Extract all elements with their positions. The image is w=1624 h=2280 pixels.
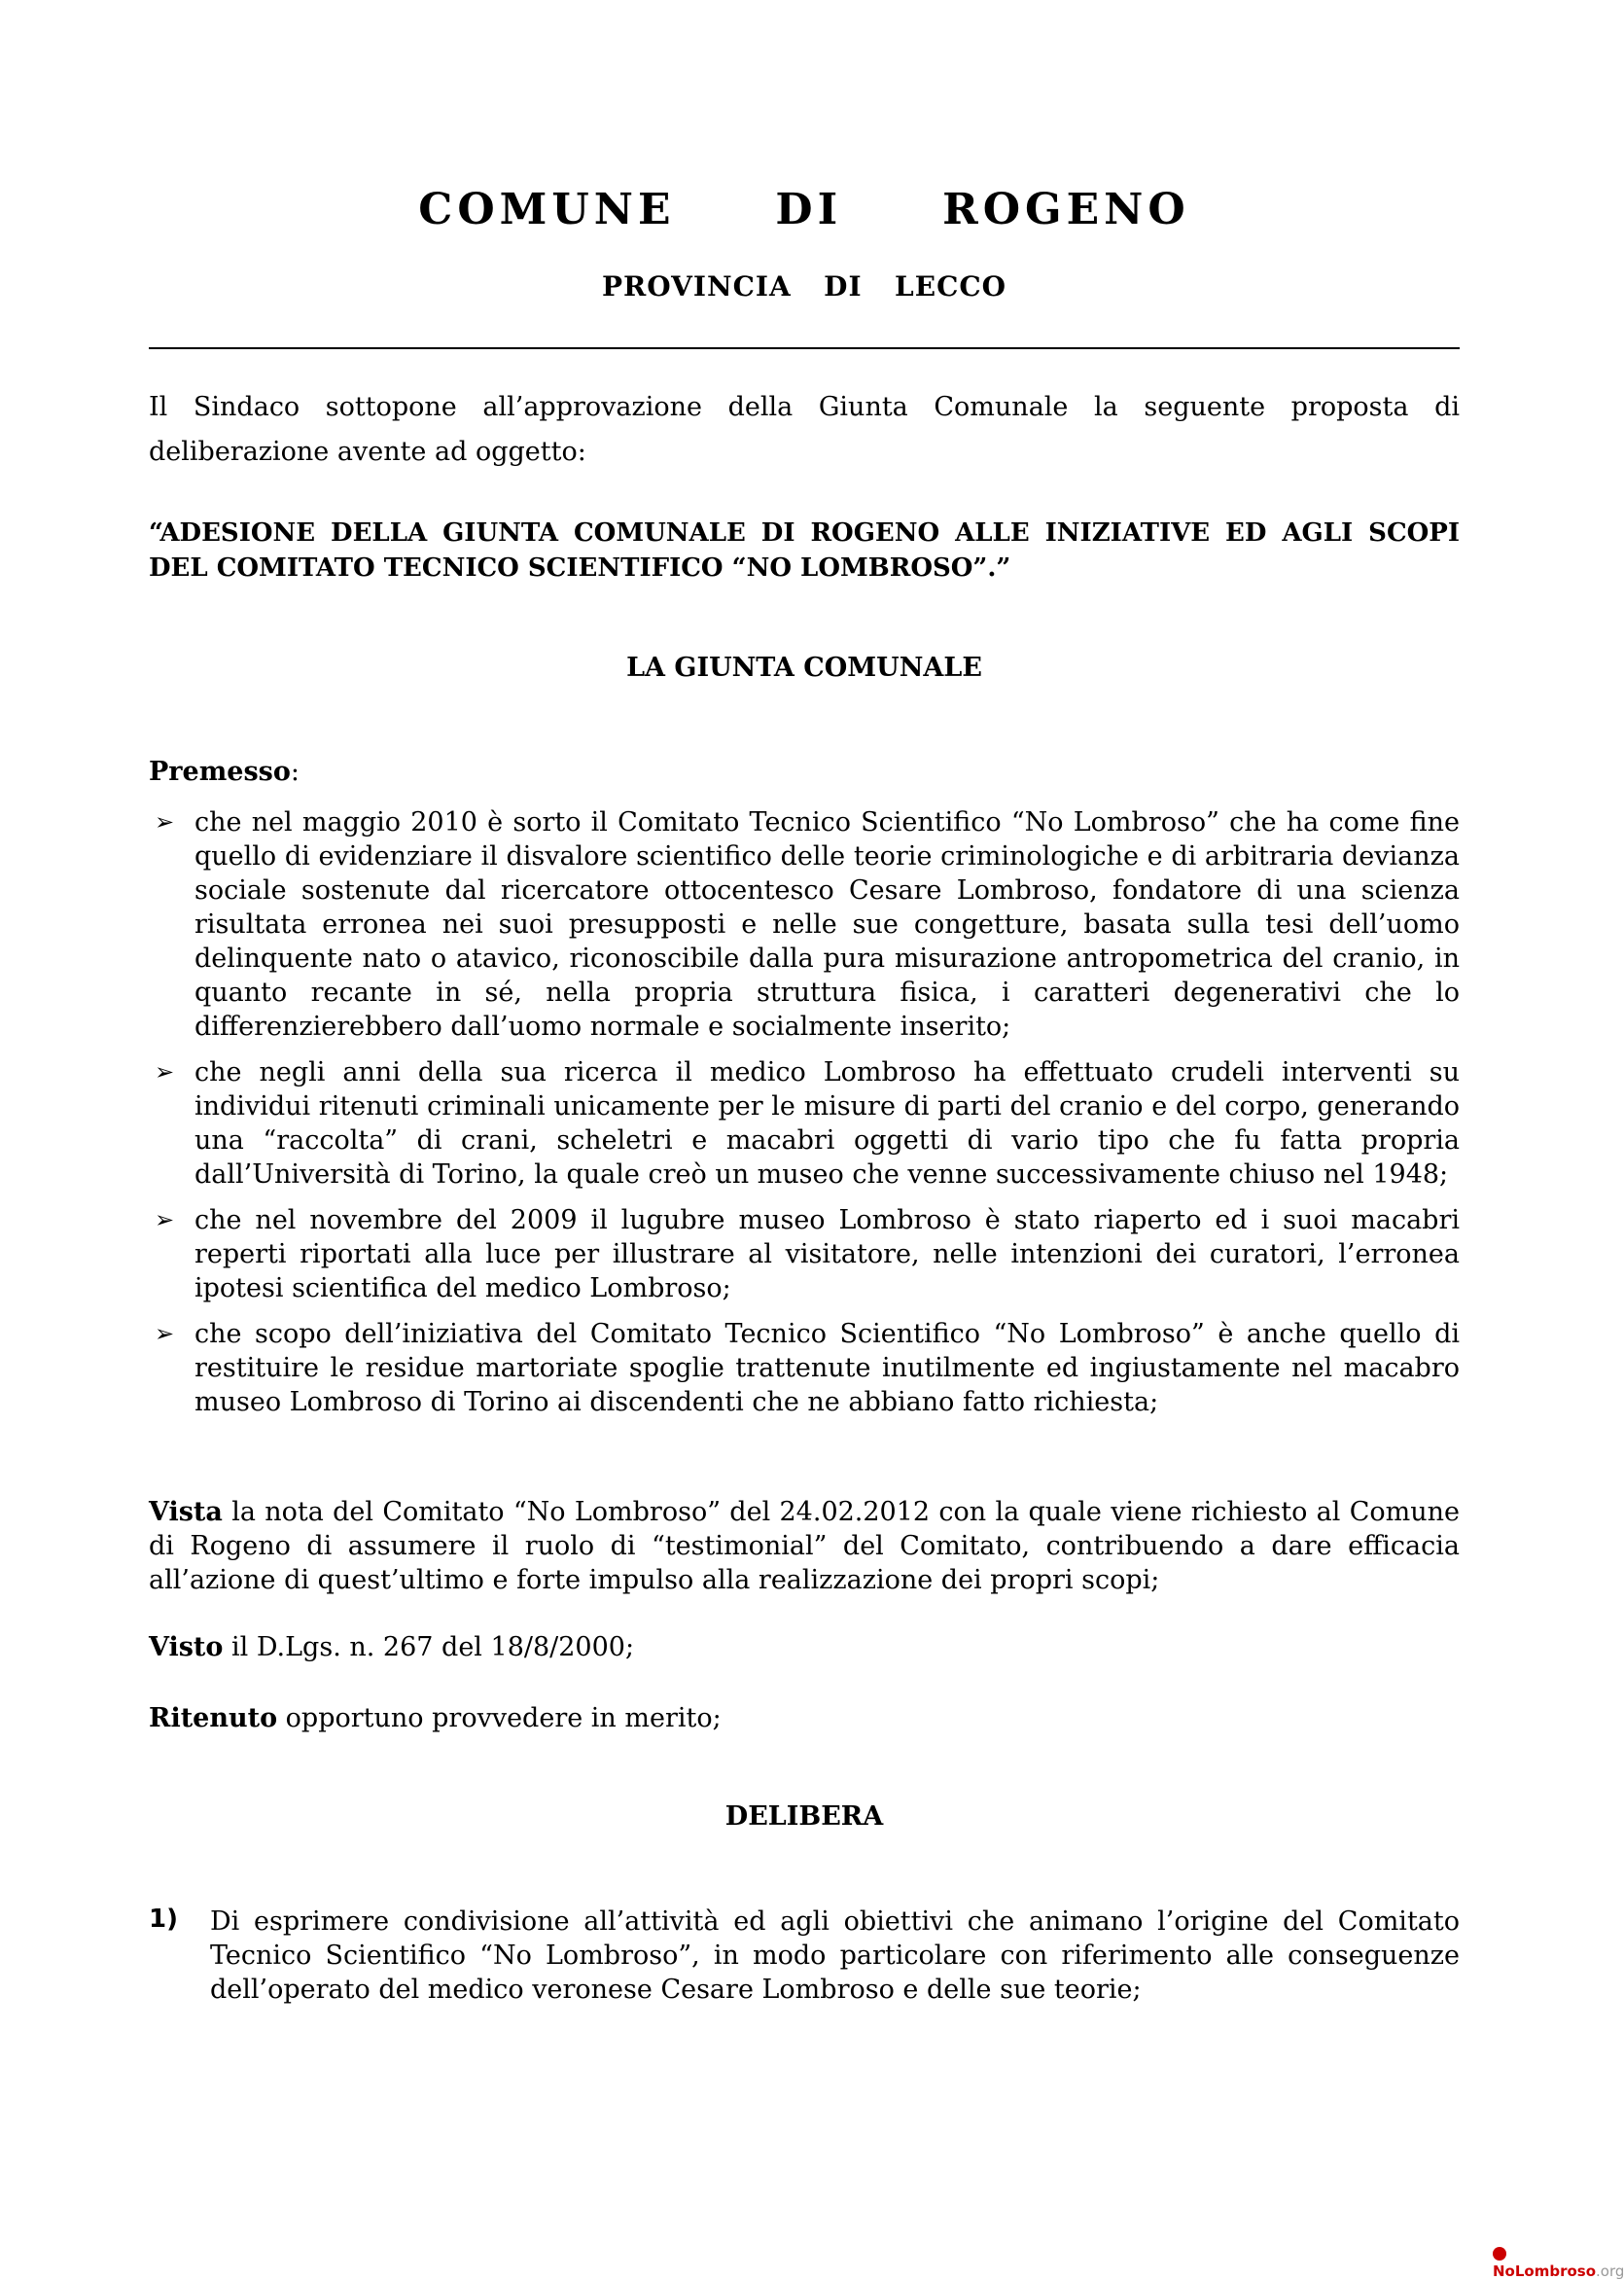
section-heading: LA GIUNTA COMUNALE	[626, 653, 982, 683]
premesso-list	[149, 805, 1460, 1431]
arrow-bullet-icon: ➢	[155, 1058, 175, 1086]
list-item: ➢ che negli anni della sua ricerca il medico Lombroso ha effettuato crudeli interventi su individui ritenuti criminali unicamente per le misure di parti del cranio e del corpo, generando una “raccolta” di crani, scheletri e macabri oggetti di vario tipo che fu fatta propria dall’Università di Torino, la quale creò un museo che venne successivamente chiuso nel 1948;	[155, 1057, 1460, 1190]
document-subtitle: PROVINCIA DI LECCO	[601, 270, 1007, 303]
premesso-label: Premesso:	[149, 757, 300, 787]
header-divider	[149, 347, 1460, 349]
intro-paragraph: Il Sindaco sottopone all’approvazione della Giunta Comunale la seguente proposta di deliberazione avente ad oggetto:	[149, 392, 1460, 467]
deliberation-object: “ADESIONE DELLA GIUNTA COMUNALE DI ROGENO ALLE INIZIATIVE ED AGLI SCOPI DEL COMITATO TECNICO SCIENTIFICO “NO LOMBROSO”.”	[149, 518, 1460, 583]
arrow-bullet-icon: ➢	[155, 808, 175, 836]
logo-icon	[1493, 2247, 1506, 2261]
list-item: ➢ che nel maggio 2010 è sorto il Comitato Tecnico Scientifico “No Lombroso” che ha come fine quello di evidenziare il disvalore scientifico delle teorie criminologiche e di arbitraria devianza sociale sostenute dal ricercatore ottocentesco Cesare Lombroso, fondatore di una scienza risultata erronea nei suoi presupposti e nelle sue congetture, basata sulla tesi dell’uomo delinquente nato o atavico, riconoscibile dalla pura misurazione antropometrica del cranio, in quanto recante in sé, nella propria struttura fisica, i caratteri degenerativi che lo differenzierebbero dall’uomo normale e socialmente inserito;	[155, 807, 1460, 1042]
list-item: ➢ che nel novembre del 2009 il lugubre museo Lombroso è stato riaperto ed i suoi macabri reperti riportati alla luce per illustrare al visitatore, nelle intenzioni dei curatori, l’erronea ipotesi scientifica del medico Lombroso;	[155, 1205, 1460, 1303]
item-number: 1)	[149, 1905, 178, 1934]
arrow-bullet-icon: ➢	[155, 1206, 175, 1233]
ritenuto-paragraph: Ritenuto opportuno provvedere in merito;	[149, 1703, 722, 1733]
document-title: COMUNE DI ROGENO	[418, 185, 1190, 234]
arrow-bullet-icon: ➢	[155, 1320, 175, 1347]
vista-paragraph: Vista la nota del Comitato “No Lombroso” del 24.02.2012 con la quale viene richiesto al Comune di Rogeno di assumere il ruolo di “testimonial” del Comitato, contribuendo a dare efficacia all’azione di quest’ultimo e forte impulso alla realizzazione dei propri scopi;	[149, 1497, 1460, 1595]
delibera-heading: DELIBERA	[724, 1801, 884, 1832]
list-item: ➢ che scopo dell’iniziativa del Comitato Tecnico Scientifico “No Lombroso” è anche quello di restituire le residue martoriate spoglie trattenute inutilmente ed ingiustamente nel macabro museo Lombroso di Torino ai discendenti che ne abbiano fatto richiesta;	[155, 1319, 1460, 1417]
item-text: Di esprimere condivisione all’attività ed agli obiettivi che animano l’origine del Comitato Tecnico Scientifico “No Lombroso”, in modo particolare con riferimento alle conseguenze dell’operato del medico veronese Cesare Lombroso e delle sue teorie;	[210, 1906, 1460, 2005]
visto-paragraph: Visto il D.Lgs. n. 267 del 18/8/2000;	[149, 1632, 635, 1662]
footer-logo: NoLombroso.org	[1493, 2245, 1624, 2280]
